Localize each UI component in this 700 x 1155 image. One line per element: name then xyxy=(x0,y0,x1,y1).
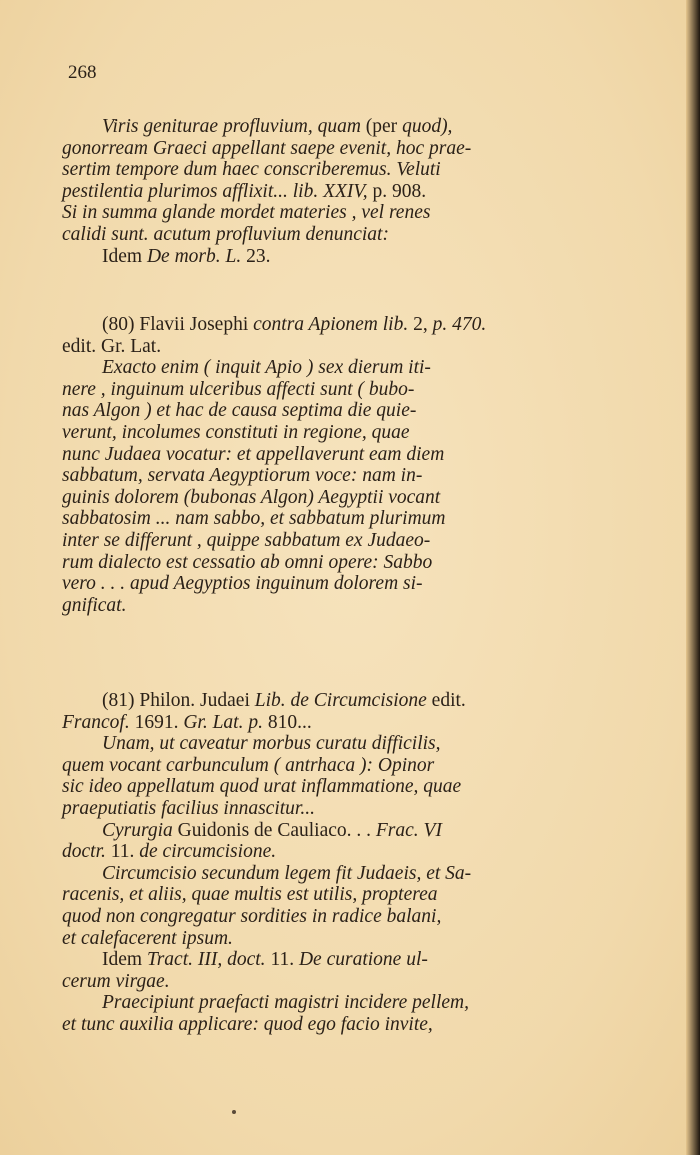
text-run: Viris geniturae profluvium, quam xyxy=(102,116,366,137)
quote-paragraph xyxy=(62,116,610,267)
text-line xyxy=(62,992,610,1014)
text-line xyxy=(62,181,610,203)
text-run: edit. Gr. Lat. xyxy=(62,335,162,357)
text-line xyxy=(62,138,610,160)
text-line xyxy=(62,776,610,798)
text-run: p. 470. xyxy=(432,314,487,335)
text-line xyxy=(62,422,610,444)
text-run: 11. xyxy=(110,841,140,863)
text-run: vero . . . apud Aegyptios inguinum dolorem si- xyxy=(62,573,423,595)
text-line xyxy=(62,465,610,487)
text-line xyxy=(62,841,610,863)
text-line xyxy=(62,949,610,971)
text-run: Si in summa glande mordet materies , vel renes xyxy=(62,202,431,224)
text-line xyxy=(62,906,610,928)
text-run: Gr. Lat. p. xyxy=(183,711,268,733)
footnote-80 xyxy=(62,314,610,616)
text-line xyxy=(62,573,610,595)
text-run: Guidonis de Cauliaco. . . xyxy=(177,819,376,841)
text-run: sabbatosim ... nam sabbo, et sabbatum plurimum xyxy=(62,508,446,530)
text-run: quem vocant carbunculum ( antrhaca ): Opinor xyxy=(62,754,435,776)
text-run: De curatione ul- xyxy=(298,949,428,971)
text-line xyxy=(62,820,610,842)
text-run: verunt, incolumes constituti in regione, quae xyxy=(62,421,410,443)
text-line xyxy=(62,487,610,509)
text-run: doctr. xyxy=(62,841,111,863)
text-run: gnificat. xyxy=(62,594,127,616)
text-line xyxy=(62,508,610,530)
text-run: et tunc auxilia applicare: quod ego facio invite, xyxy=(62,1013,433,1035)
text-run: nas Algon ) et hac de causa septima die quie- xyxy=(62,400,417,422)
text-run: Frac. VI xyxy=(375,819,442,841)
text-line xyxy=(62,755,610,777)
text-line xyxy=(62,202,610,224)
text-run: 23. xyxy=(246,245,271,267)
text-run: racenis, et aliis, quae multis est utilis, propterea xyxy=(62,884,438,906)
text-line xyxy=(62,1014,610,1036)
text-line xyxy=(62,690,610,712)
text-line xyxy=(62,712,610,734)
text-line xyxy=(62,246,610,268)
footnote-81 xyxy=(62,690,610,1036)
text-run: pestilentia plurimos afflixit... lib. XXIV, xyxy=(62,180,373,202)
text-line xyxy=(62,595,610,617)
text-run: sabbatum, servata Aegyptiorum voce: nam in- xyxy=(62,465,423,487)
text-run: p. 908. xyxy=(372,180,427,202)
text-run: 11. xyxy=(270,949,299,971)
text-run: nunc Judaea vocatur: et appellaverunt eam diem xyxy=(62,443,445,465)
text-run: quod), xyxy=(402,116,453,137)
text-run: Praecipiunt praefacti magistri incidere pellem, xyxy=(102,992,469,1014)
text-run: contra Apionem lib. xyxy=(253,314,414,335)
text-run: guinis dolorem (bubonas Algon) Aegyptii vocant xyxy=(62,486,441,508)
text-line xyxy=(62,400,610,422)
text-line xyxy=(62,379,610,401)
text-run: et calefacerent ipsum. xyxy=(62,927,233,949)
text-line xyxy=(62,884,610,906)
text-run: calidi sunt. acutum profluvium denunciat: xyxy=(62,223,389,245)
text-run: edit. xyxy=(431,690,466,711)
text-run: (81) Philon. Judaei xyxy=(102,690,255,711)
text-run: 2, xyxy=(413,314,433,335)
text-line xyxy=(62,224,610,246)
text-run: Lib. de Circumcisione xyxy=(254,690,432,711)
text-line xyxy=(62,733,610,755)
text-run: Tract. III, doct. xyxy=(146,949,271,971)
text-run: (per xyxy=(365,116,403,137)
text-line xyxy=(62,314,610,336)
ink-dot xyxy=(232,1110,236,1114)
text-run: Idem xyxy=(102,245,147,267)
text-line xyxy=(62,336,610,358)
text-line xyxy=(62,863,610,885)
text-run: Exacto enim ( inquit Apio ) sex dierum iti- xyxy=(102,357,431,379)
text-line xyxy=(62,798,610,820)
text-run: Cyrurgia xyxy=(102,819,178,841)
text-run: nere , inguinum ulceribus affecti sunt ( bubo- xyxy=(62,378,415,400)
text-run: 810... xyxy=(267,711,312,733)
text-run: Unam, ut caveatur morbus curatu difficilis, xyxy=(102,733,441,755)
page-number: 268 xyxy=(68,62,97,83)
text-run: sic ideo appellatum quod urat inflammatione, quae xyxy=(62,776,462,798)
text-run: cerum virgae. xyxy=(62,970,170,992)
text-line xyxy=(62,116,610,138)
text-run: sertim tempore dum haec conscriberemus. Veluti xyxy=(62,159,441,181)
text-run: inter se differunt , quippe sabbatum ex Judaeo- xyxy=(62,529,431,551)
text-run: Circumcisio secundum legem fit Judaeis, et Sa- xyxy=(102,862,472,884)
text-line xyxy=(62,530,610,552)
text-line xyxy=(62,928,610,950)
text-line xyxy=(62,552,610,574)
text-run: praeputiatis facilius innascitur... xyxy=(62,797,315,819)
text-run: (80) Flavii Josephi xyxy=(102,314,254,335)
text-line xyxy=(62,159,610,181)
text-run: De morb. L. xyxy=(146,245,247,267)
page-edge xyxy=(686,0,700,1155)
text-run: Francof. xyxy=(62,711,135,733)
text-line xyxy=(62,357,610,379)
text-line xyxy=(62,971,610,993)
text-run: rum dialecto est cessatio ab omni opere: Sabbo xyxy=(62,551,433,573)
text-line xyxy=(62,444,610,466)
text-run: Idem xyxy=(102,949,147,971)
text-run: gonorream Graeci appellant saepe evenit, hoc prae- xyxy=(62,137,472,159)
text-run: quod non congregatur sordities in radice balani, xyxy=(62,905,442,927)
text-run: 1691. xyxy=(134,711,184,733)
text-run: de circumcisione. xyxy=(139,841,277,863)
